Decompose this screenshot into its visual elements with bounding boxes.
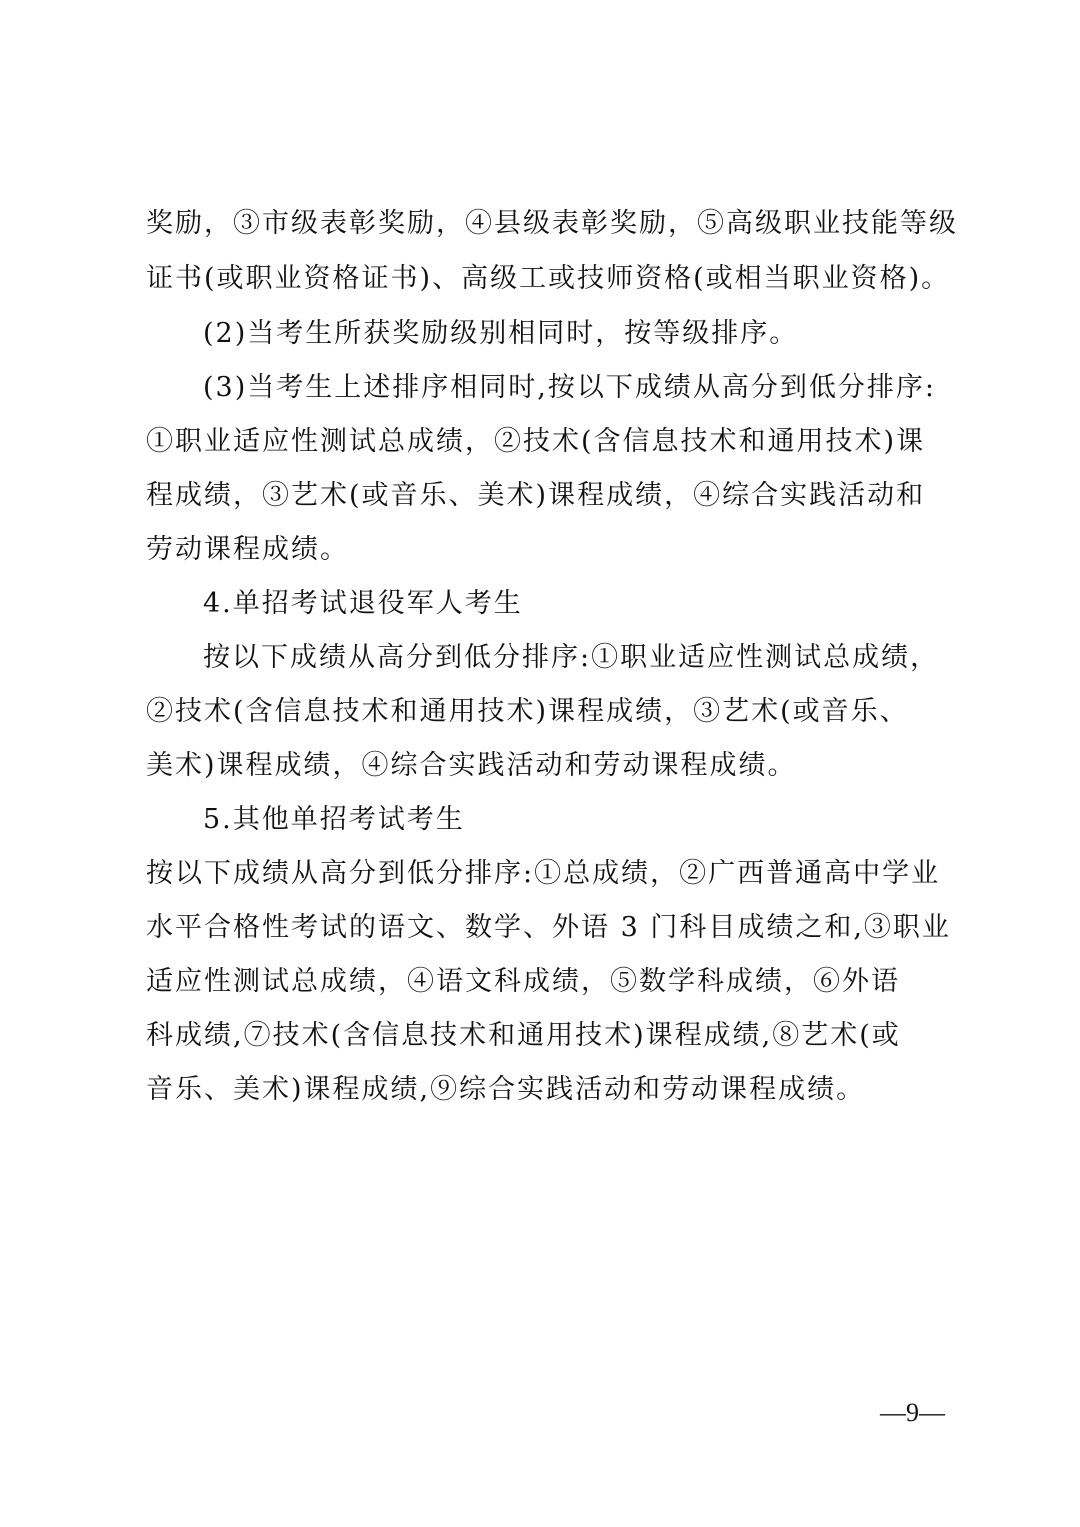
body-line-5: ①职业适应性测试总成绩，②技术(含信息技术和通用技术)课 xyxy=(146,426,926,457)
body-line-3: (2)当考生所获奖励级别相同时，按等级排序。 xyxy=(203,318,799,349)
body-line-2: 证书(或职业资格证书)、高级工或技师资格(或相当职业资格)。 xyxy=(146,263,951,294)
body-line-16: 科成绩,⑦技术(含信息技术和通用技术)课程成绩,⑧艺术(或 xyxy=(146,1020,901,1051)
body-line-4: (3)当考生上述排序相同时,按以下成绩从高分到低分排序: xyxy=(203,372,936,403)
body-line-14: 水平合格性考试的语文、数学、外语 3 门科目成绩之和,③职业 xyxy=(146,912,951,943)
body-line-9: 按以下成绩从高分到低分排序:①职业适应性测试总成绩， xyxy=(203,642,940,673)
body-line-17: 音乐、美术)课程成绩,⑨综合实践活动和劳动课程成绩。 xyxy=(146,1074,866,1105)
body-line-6: 程成绩，③艺术(或音乐、美术)课程成绩，④综合实践活动和 xyxy=(146,480,926,511)
body-line-11: 美术)课程成绩，④综合实践活动和劳动课程成绩。 xyxy=(146,750,797,781)
section-heading-4: 4.单招考试退役军人考生 xyxy=(203,588,523,619)
body-line-13: 按以下成绩从高分到低分排序:①总成绩，②广西普通高中学业 xyxy=(146,858,941,889)
page-number: —9— xyxy=(880,1398,945,1427)
body-line-1: 奖励，③市级表彰奖励，④县级表彰奖励，⑤高级职业技能等级 xyxy=(146,208,958,239)
body-line-7: 劳动课程成绩。 xyxy=(146,534,349,565)
body-line-15: 适应性测试总成绩，④语文科成绩，⑤数学科成绩，⑥外语 xyxy=(146,966,900,997)
section-heading-5: 5.其他单招考试考生 xyxy=(203,804,465,835)
body-line-10: ②技术(含信息技术和通用技术)课程成绩，③艺术(或音乐、 xyxy=(146,696,909,727)
